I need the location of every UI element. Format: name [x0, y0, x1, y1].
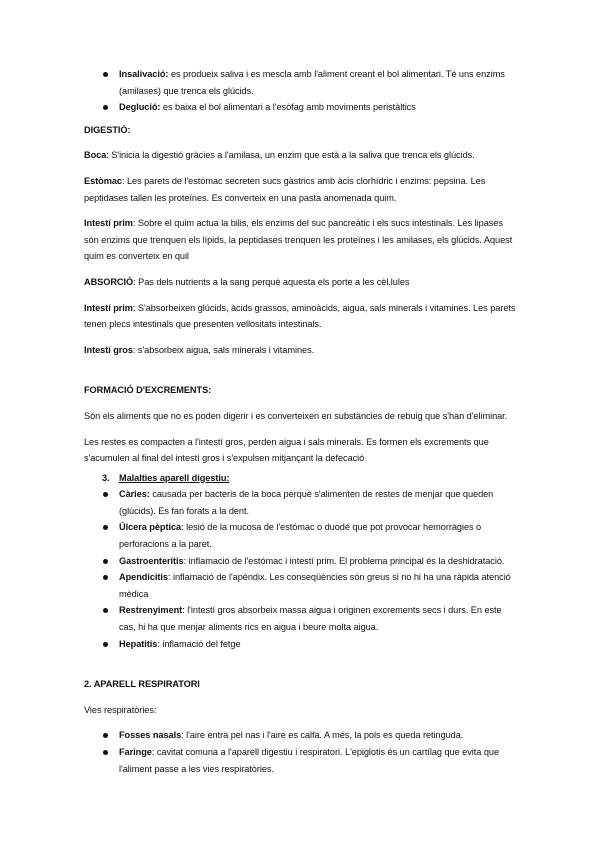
paragraph-absorcio-prim: Intestí prim: S'absorbeixen glúcids, àcids grassos, aminoàcids, aigua, sals minerals i vitamines. Les parets tenen plecs intestinals que presenten vellositats intestinals.	[84, 302, 516, 330]
list-item: Gastroenteritis: inflamació de l'estómac i intestí prim. El problema principal és la deshidratació.	[84, 553, 516, 570]
paragraph-absorcio: ABSORCIÓ: Pas dels nutrients a la sang perquè aquesta els porte a les cèl.lules	[84, 276, 410, 287]
section-heading-formacio: FORMACIÓ D'EXCREMENTS:	[84, 385, 212, 396]
definition: es baixa el bol alimentari a l'esòfag amb moviments peristàltics	[160, 102, 416, 113]
list-item: Hepatitis: inflamació del fetge	[84, 636, 516, 653]
document-page	[84, 66, 516, 777]
list-item: Faringe: cavitat comuna a l'aparell digestiu i respiratori. L'epiglotis és un cartílag que evita que l'aliment passe a les vies respiratòries.	[84, 744, 516, 777]
list-number: 3.	[102, 472, 110, 483]
paragraph-absorcio-gros: Intestí gros: s'absorbeix aigua, sals minerals i vitamines.	[84, 344, 315, 355]
top-list	[84, 66, 516, 116]
bullet-icon	[103, 105, 108, 110]
paragraph-intesti-prim: Intestí prim: Sobre el quim actua la bilis, els enzims del suc pancreàtic i els sucs intestinals. Les lipases són enzims que trenquen els lípids, la peptidases trenquen les proteïnes i les amilases, els glúcids. Aquest quim es converteix en quil	[84, 218, 513, 262]
bullet-icon	[103, 608, 108, 613]
malalties-list	[84, 470, 516, 653]
subheading-vies: Vies respiratòries:	[84, 704, 157, 715]
term: Insalivació:	[119, 69, 169, 79]
vies-list	[84, 727, 516, 777]
definition: es produeix saliva i es mescla amb l'aliment creant el bol alimentari. Té uns enzims (amilases) que trenca els glúcids.	[119, 69, 505, 96]
list-item	[84, 66, 516, 99]
section-heading-digestio: DIGESTIÓ:	[84, 124, 131, 135]
bullet-icon	[103, 733, 108, 738]
bullet-icon	[103, 750, 108, 755]
malalties-heading: Malalties aparell digestiu:	[119, 472, 230, 483]
paragraph-formacio-2: Les restes es compacten a l'intestí gros, perden aigua i sals minerals. Es formen els excrements que s'acumulen al final del intestí gros i s'expulsen mitjançant la defecació	[84, 436, 489, 464]
list-item: Úlcera pèptica: lesió de la mucosa de l'estómac o duodé que pot provocar hemorràgies o perforacions a la paret.	[84, 519, 516, 552]
list-heading	[84, 470, 516, 487]
paragraph-estomac: Estòmac: Les parets de l'estómac secreten sucs gàstrics amb àcis clorhídric i enzims: pepsina. Les peptidases tallen les proteïnes. Es converteix en una pasta anomenada quim.	[84, 175, 486, 203]
list-item	[84, 99, 516, 116]
paragraph-boca: Boca: S'inicia la digestió gràcies a l'amilasa, un enzim que està a la saliva que trenca els glúcids.	[84, 150, 475, 161]
list-item: Apendicitis: inflamació de l'apèndix. Les conseqüències són greus si no hi ha una ràpida atenció mèdica	[84, 569, 516, 602]
list-item: Càries: causada per bacteris de la boca perquè s'alimenten de restes de menjar que queden (glúcids). Es fan forats a la dent.	[84, 486, 516, 519]
bullet-icon	[103, 642, 108, 647]
list-item: Fosses nasals: l'aire entra pel nas i l'aire es calfa. A més, la pols es queda retinguda.	[84, 727, 516, 744]
bullet-icon	[103, 492, 108, 497]
section-heading-respiratori: 2. APARELL RESPIRATORI	[84, 679, 200, 690]
list-item: Restrenyiment: l'intestí gros absorbeix massa aigua i originen excrements secs i durs. En este cas, hi ha que menjar aliments rics en aigua i beure molta aigua.	[84, 602, 516, 635]
bullet-icon	[103, 525, 108, 530]
term: Deglució:	[119, 102, 161, 113]
bullet-icon	[103, 559, 108, 564]
bullet-icon	[103, 575, 108, 580]
paragraph-formacio-1: Són els aliments que no es poden digerir i es converteixen en substàncies de rebuig que s'han d'eliminar.	[84, 410, 508, 421]
bullet-icon	[103, 72, 108, 77]
